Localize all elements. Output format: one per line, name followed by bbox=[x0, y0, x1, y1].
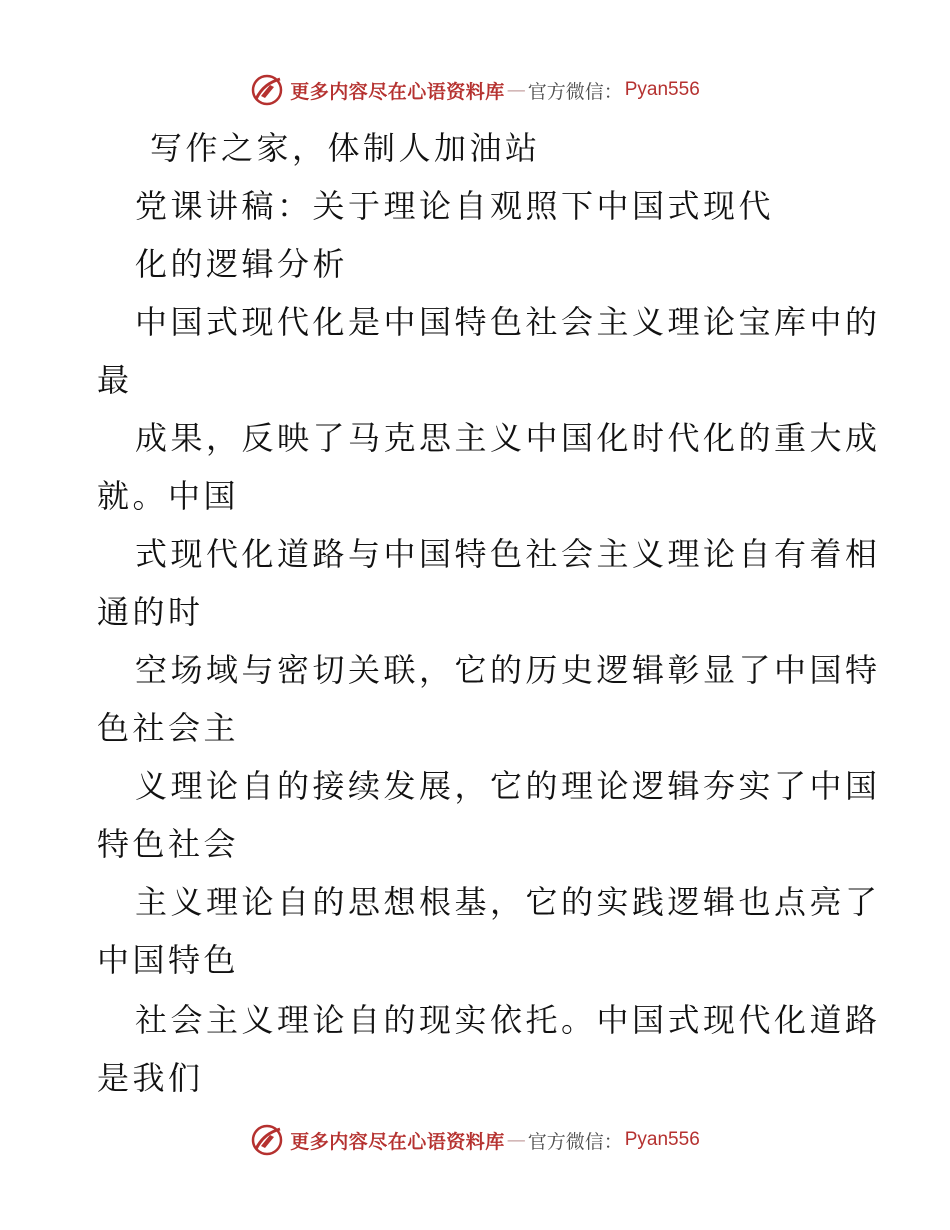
body-line: 就。中国 bbox=[97, 477, 240, 515]
pen-logo-icon bbox=[250, 73, 284, 107]
wechat-label: 官方微信： bbox=[527, 1130, 623, 1153]
wechat-id: Pyan556 bbox=[624, 1129, 700, 1150]
banner-dash: — bbox=[506, 1129, 526, 1151]
pen-logo-icon bbox=[250, 1123, 284, 1157]
banner-dash: — bbox=[506, 79, 526, 101]
body-line: 色社会主 bbox=[97, 709, 240, 747]
body-line: 最 bbox=[97, 361, 133, 399]
body-line: 中国式现代化是中国特色社会主义理论宝库中的 bbox=[135, 303, 881, 341]
body-line: 义理论自的接续发展，它的理论逻辑夯实了中国 bbox=[135, 767, 881, 805]
body-line: 是我们 bbox=[97, 1059, 204, 1097]
footer-banner bbox=[0, 1120, 950, 1160]
body-line: 空场域与密切关联，它的历史逻辑彰显了中国特 bbox=[135, 651, 881, 689]
body-line: 式现代化道路与中国特色社会主义理论自有着相 bbox=[135, 535, 881, 573]
body-line: 主义理论自的思想根基，它的实践逻辑也点亮了 bbox=[135, 883, 881, 921]
promo-text: 更多内容尽在心语资料库 bbox=[290, 1130, 505, 1153]
promo-text: 更多内容尽在心语资料库 bbox=[290, 80, 505, 103]
wechat-id: Pyan556 bbox=[624, 79, 700, 100]
body-line: 社会主义理论自的现实依托。中国式现代化道路 bbox=[135, 1001, 881, 1039]
doc-title-line-2: 化的逻辑分析 bbox=[135, 245, 349, 283]
header-banner bbox=[0, 70, 950, 110]
tagline: 写作之家，体制人加油站 bbox=[150, 129, 541, 167]
body-line: 通的时 bbox=[97, 593, 204, 631]
doc-title-line-1: 党课讲稿：关于理论自观照下中国式现代 bbox=[135, 187, 775, 225]
body-line: 特色社会 bbox=[97, 825, 240, 863]
wechat-label: 官方微信： bbox=[527, 80, 623, 103]
body-line: 中国特色 bbox=[97, 941, 240, 979]
body-line: 成果，反映了马克思主义中国化时代化的重大成 bbox=[135, 419, 881, 457]
